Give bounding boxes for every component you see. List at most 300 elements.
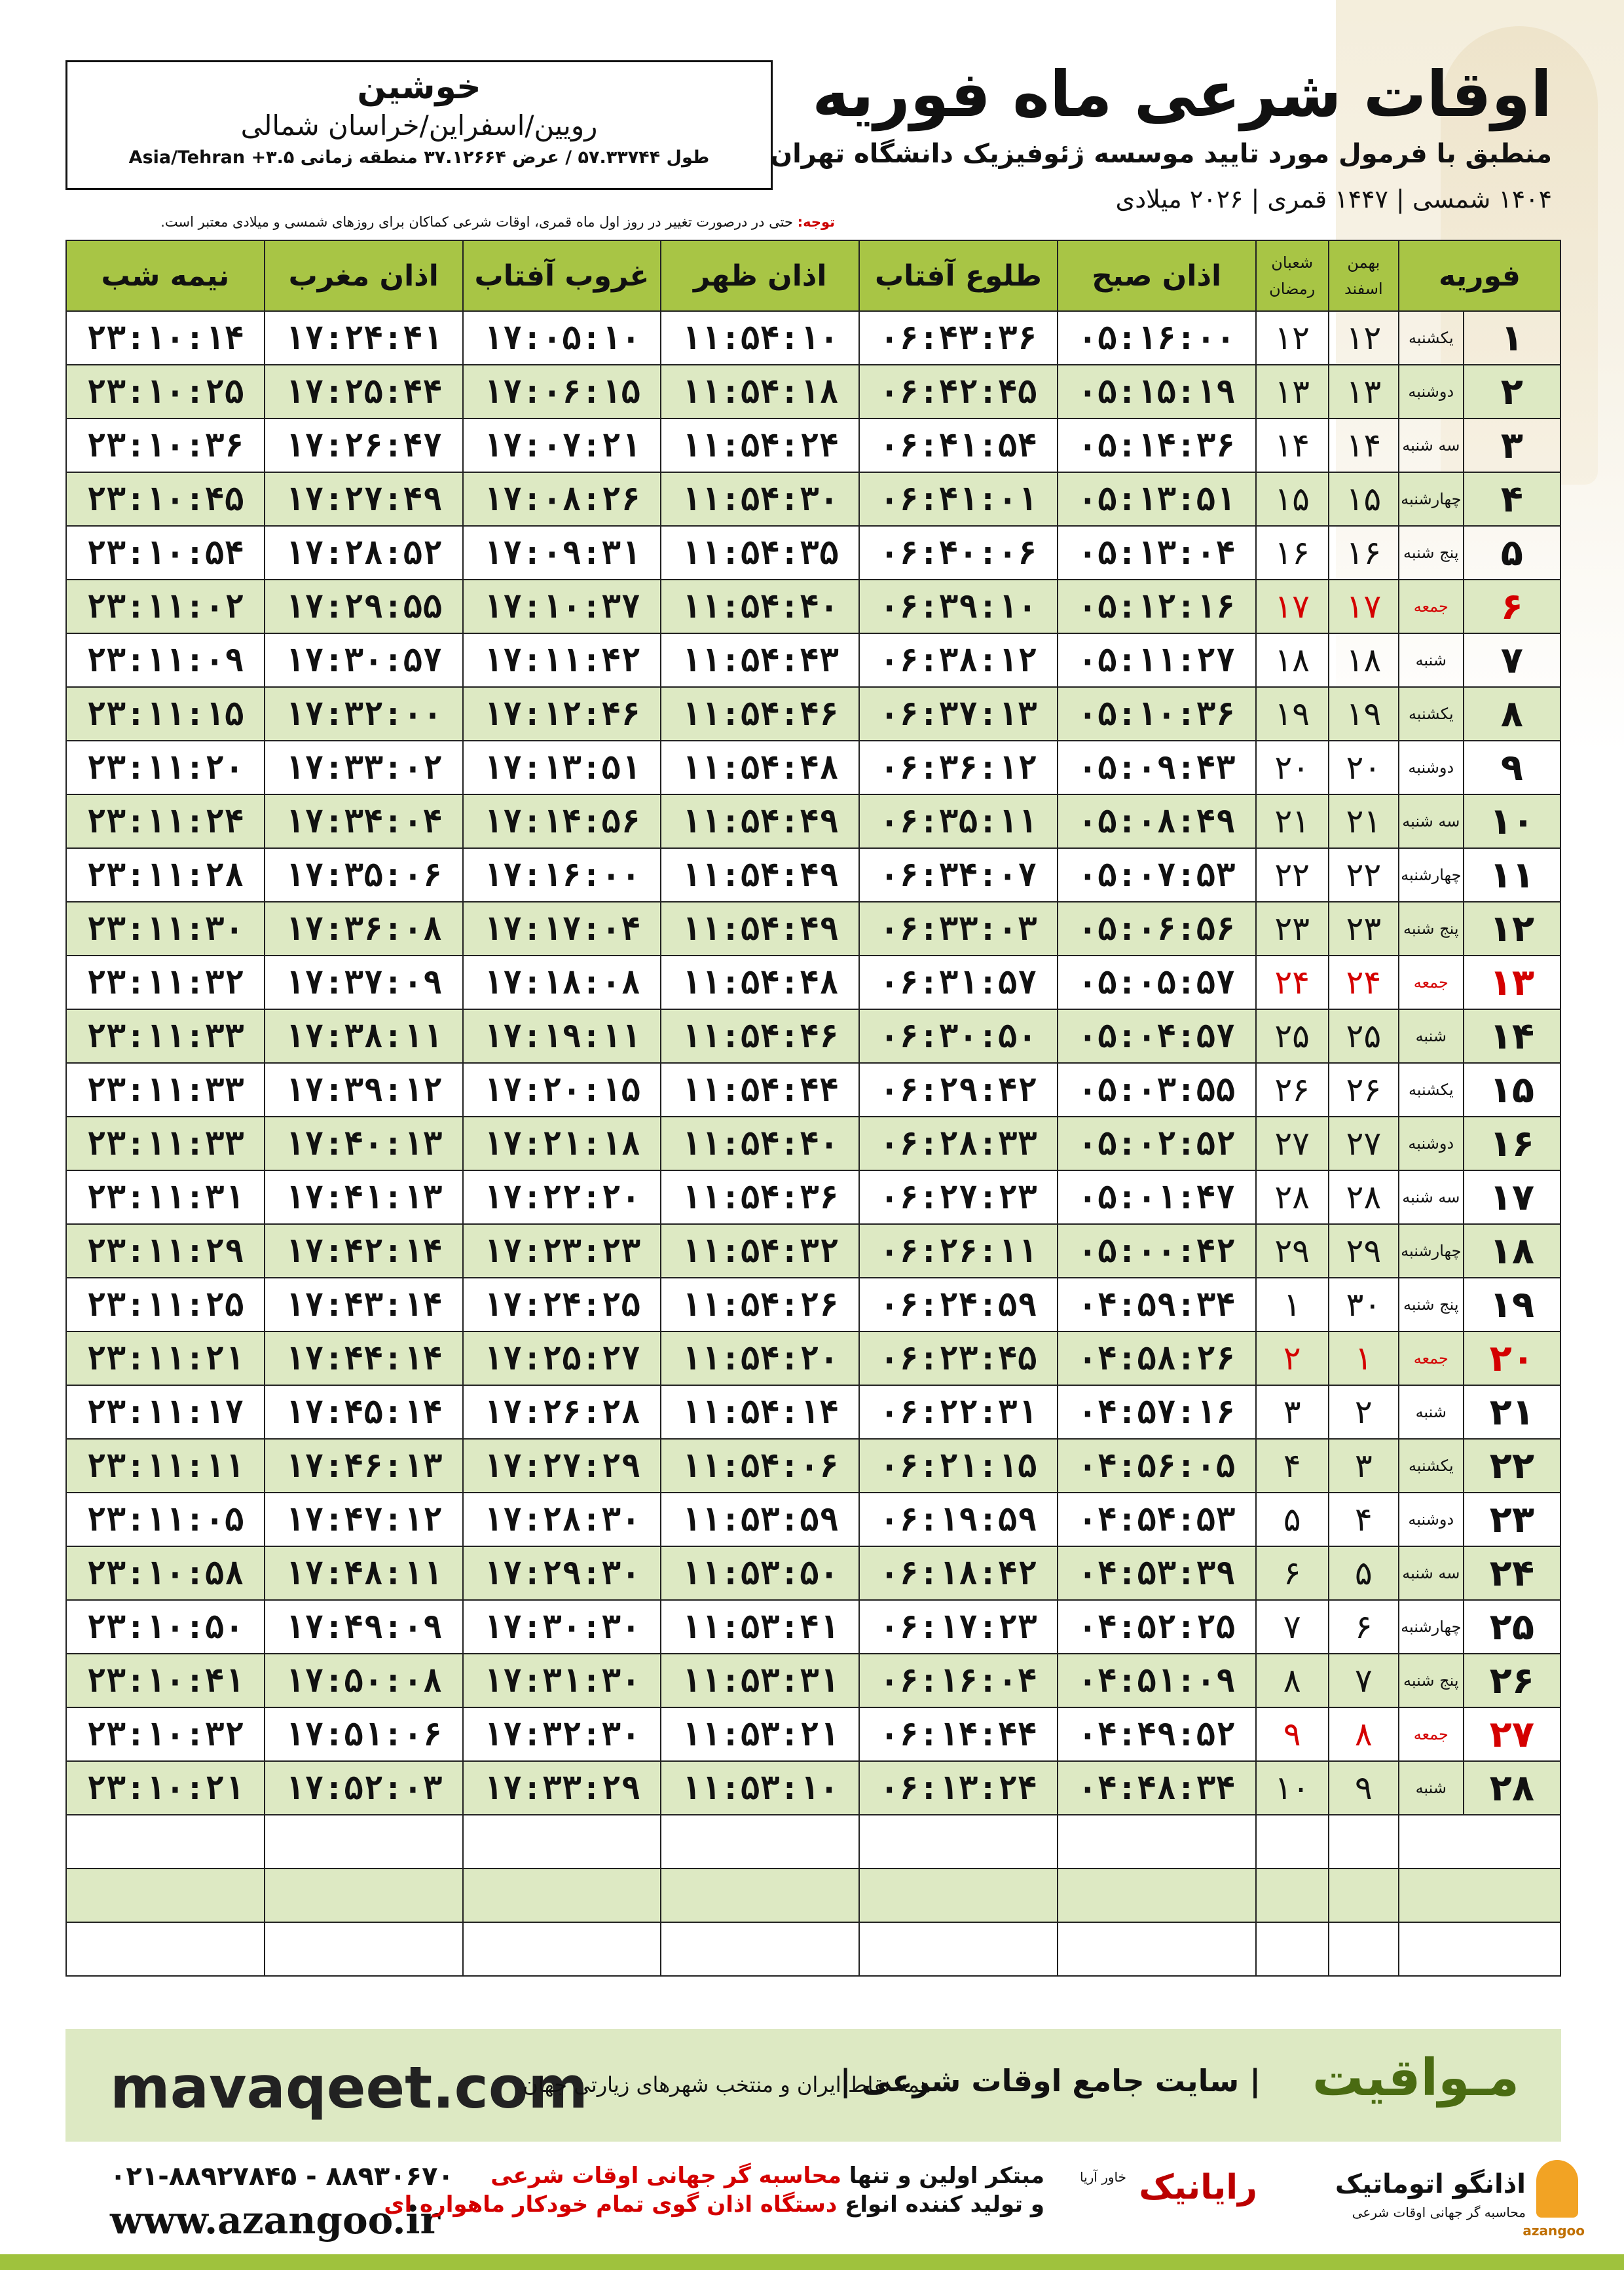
row-day: ۶ <box>1464 580 1560 633</box>
row-maghrib: ۱۷:۴۸:۱۱ <box>265 1546 463 1600</box>
row-fajr: ۰۴:۵۷:۱۶ <box>1058 1385 1256 1439</box>
row-weekday: سه شنبه <box>1399 419 1464 472</box>
row-day: ۱۸ <box>1464 1224 1560 1278</box>
row-maghrib: ۱۷:۲۹:۵۵ <box>265 580 463 633</box>
row-qamari-day: ۲ <box>1256 1331 1329 1385</box>
bottom-bar <box>0 2254 1624 2270</box>
row-sunset: ۱۷:۱۹:۱۱ <box>463 1009 661 1063</box>
row-maghrib: ۱۷:۴۵:۱۴ <box>265 1385 463 1439</box>
table-row <box>66 1331 1560 1385</box>
header-maghrib: اذان مغرب <box>265 240 463 311</box>
row-weekday: چهارشنبه <box>1399 472 1464 526</box>
row-day: ۹ <box>1464 741 1560 794</box>
row-shamsi-day: ۱۵ <box>1329 472 1399 526</box>
page-title: اوقات شرعی ماه فوریه <box>812 58 1552 131</box>
row-shamsi-day: ۱۴ <box>1329 419 1399 472</box>
row-qamari-day: ۹ <box>1256 1707 1329 1761</box>
row-maghrib: ۱۷:۳۰:۵۷ <box>265 633 463 687</box>
empty-cell <box>1256 1922 1329 1976</box>
row-day: ۱۱ <box>1464 848 1560 902</box>
row-weekday: جمعه <box>1399 1331 1464 1385</box>
row-maghrib: ۱۷:۵۲:۰۳ <box>265 1761 463 1815</box>
row-sunrise: ۰۶:۳۷:۱۳ <box>859 687 1058 741</box>
row-weekday: شنبه <box>1399 1761 1464 1815</box>
empty-cell <box>859 1869 1058 1922</box>
row-shamsi-day: ۷ <box>1329 1654 1399 1707</box>
table-body <box>66 311 1560 1976</box>
row-shamsi-day: ۸ <box>1329 1707 1399 1761</box>
row-sunset: ۱۷:۲۹:۳۰ <box>463 1546 661 1600</box>
row-sunset: ۱۷:۲۵:۲۷ <box>463 1331 661 1385</box>
row-weekday: یکشنبه <box>1399 1063 1464 1117</box>
row-midnight: ۲۳:۱۱:۰۲ <box>66 580 265 633</box>
row-maghrib: ۱۷:۳۸:۱۱ <box>265 1009 463 1063</box>
row-fajr: ۰۵:۱۳:۵۱ <box>1058 472 1256 526</box>
row-qamari-day: ۳ <box>1256 1385 1329 1439</box>
page-subtitle: منطبق با فرمول مورد تایید موسسه ژئوفیزیک دانشگاه تهران <box>769 139 1552 169</box>
row-weekday: دوشنبه <box>1399 365 1464 419</box>
note-text: حتی در درصورت تغییر در روز اول ماه قمری، اوقات شرعی کماکان برای روزهای شمسی و میلادی معتبر است. <box>160 214 793 230</box>
row-dhuhr: ۱۱:۵۳:۴۱ <box>661 1600 859 1654</box>
azangoo-logo-icon <box>1536 2160 1578 2218</box>
row-shamsi-day: ۱۸ <box>1329 633 1399 687</box>
row-midnight: ۲۳:۱۰:۵۸ <box>66 1546 265 1600</box>
row-weekday: یکشنبه <box>1399 311 1464 365</box>
row-qamari-day: ۱۳ <box>1256 365 1329 419</box>
row-day: ۵ <box>1464 526 1560 580</box>
row-midnight: ۲۳:۱۰:۳۶ <box>66 419 265 472</box>
row-maghrib: ۱۷:۵۱:۰۶ <box>265 1707 463 1761</box>
row-shamsi-day: ۲۴ <box>1329 956 1399 1009</box>
row-day: ۲۰ <box>1464 1331 1560 1385</box>
row-sunset: ۱۷:۱۱:۴۲ <box>463 633 661 687</box>
empty-cell <box>1058 1815 1256 1869</box>
row-qamari-day: ۲۷ <box>1256 1117 1329 1170</box>
row-midnight: ۲۳:۱۱:۲۵ <box>66 1278 265 1331</box>
row-maghrib: ۱۷:۴۶:۱۳ <box>265 1439 463 1493</box>
row-fajr: ۰۵:۰۲:۵۲ <box>1058 1117 1256 1170</box>
row-day: ۲۴ <box>1464 1546 1560 1600</box>
empty-cell <box>661 1815 859 1869</box>
row-maghrib: ۱۷:۴۱:۱۳ <box>265 1170 463 1224</box>
empty-row <box>66 1869 1560 1922</box>
table-row <box>66 526 1560 580</box>
row-shamsi-day: ۲۹ <box>1329 1224 1399 1278</box>
row-sunset: ۱۷:۰۷:۲۱ <box>463 419 661 472</box>
row-day: ۲۶ <box>1464 1654 1560 1707</box>
row-maghrib: ۱۷:۲۸:۵۲ <box>265 526 463 580</box>
row-midnight: ۲۳:۱۱:۳۳ <box>66 1009 265 1063</box>
azangoo-url[interactable]: www.azangoo.ir <box>110 2198 441 2242</box>
row-shamsi-day: ۲ <box>1329 1385 1399 1439</box>
empty-cell <box>661 1869 859 1922</box>
row-day: ۲۷ <box>1464 1707 1560 1761</box>
row-weekday: پنج شنبه <box>1399 1278 1464 1331</box>
row-sunrise: ۰۶:۱۶:۰۴ <box>859 1654 1058 1707</box>
row-weekday: دوشنبه <box>1399 1493 1464 1546</box>
row-weekday: دوشنبه <box>1399 1117 1464 1170</box>
row-sunset: ۱۷:۱۷:۰۴ <box>463 902 661 956</box>
row-fajr: ۰۵:۱۳:۰۴ <box>1058 526 1256 580</box>
row-sunset: ۱۷:۲۶:۲۸ <box>463 1385 661 1439</box>
row-day: ۱۵ <box>1464 1063 1560 1117</box>
row-sunset: ۱۷:۱۸:۰۸ <box>463 956 661 1009</box>
row-maghrib: ۱۷:۴۳:۱۴ <box>265 1278 463 1331</box>
table-row <box>66 311 1560 365</box>
empty-cell <box>1399 1815 1560 1869</box>
row-sunrise: ۰۶:۴۲:۴۵ <box>859 365 1058 419</box>
row-shamsi-day: ۲۶ <box>1329 1063 1399 1117</box>
row-dhuhr: ۱۱:۵۳:۱۰ <box>661 1761 859 1815</box>
row-shamsi-day: ۲۱ <box>1329 794 1399 848</box>
row-shamsi-day: ۲۲ <box>1329 848 1399 902</box>
row-dhuhr: ۱۱:۵۴:۰۶ <box>661 1439 859 1493</box>
row-day: ۲۸ <box>1464 1761 1560 1815</box>
row-fajr: ۰۵:۰۴:۵۷ <box>1058 1009 1256 1063</box>
table-row <box>66 633 1560 687</box>
row-midnight: ۲۳:۱۱:۳۲ <box>66 956 265 1009</box>
row-sunrise: ۰۶:۲۳:۴۵ <box>859 1331 1058 1385</box>
row-weekday: چهارشنبه <box>1399 1224 1464 1278</box>
empty-cell <box>1058 1869 1256 1922</box>
row-midnight: ۲۳:۱۱:۱۱ <box>66 1439 265 1493</box>
empty-cell <box>66 1922 265 1976</box>
row-shamsi-day: ۲۸ <box>1329 1170 1399 1224</box>
row-midnight: ۲۳:۱۰:۵۰ <box>66 1600 265 1654</box>
row-qamari-day: ۱ <box>1256 1278 1329 1331</box>
row-qamari-day: ۱۲ <box>1256 311 1329 365</box>
row-shamsi-day: ۵ <box>1329 1546 1399 1600</box>
row-midnight: ۲۳:۱۱:۲۰ <box>66 741 265 794</box>
row-shamsi-day: ۱۶ <box>1329 526 1399 580</box>
row-sunset: ۱۷:۱۳:۵۱ <box>463 741 661 794</box>
row-qamari-day: ۲۶ <box>1256 1063 1329 1117</box>
header-dhuhr: اذان ظهر <box>661 240 859 311</box>
row-sunset: ۱۷:۲۰:۱۵ <box>463 1063 661 1117</box>
calendar-years: ۱۴۰۴ شمسی | ۱۴۴۷ قمری | ۲۰۲۶ میلادی <box>1115 185 1552 214</box>
table-row <box>66 902 1560 956</box>
row-maghrib: ۱۷:۳۶:۰۸ <box>265 902 463 956</box>
row-maghrib: ۱۷:۴۷:۱۲ <box>265 1493 463 1546</box>
row-sunrise: ۰۶:۲۸:۳۳ <box>859 1117 1058 1170</box>
row-dhuhr: ۱۱:۵۴:۳۵ <box>661 526 859 580</box>
row-midnight: ۲۳:۱۰:۴۵ <box>66 472 265 526</box>
row-fajr: ۰۵:۱۰:۳۶ <box>1058 687 1256 741</box>
row-qamari-day: ۶ <box>1256 1546 1329 1600</box>
row-weekday: دوشنبه <box>1399 741 1464 794</box>
row-maghrib: ۱۷:۳۷:۰۹ <box>265 956 463 1009</box>
header-sunrise: طلوع آفتاب <box>859 240 1058 311</box>
row-sunset: ۱۷:۱۰:۳۷ <box>463 580 661 633</box>
row-fajr: ۰۴:۵۹:۳۴ <box>1058 1278 1256 1331</box>
row-fajr: ۰۵:۰۷:۵۳ <box>1058 848 1256 902</box>
empty-cell <box>1329 1815 1399 1869</box>
promo-text <box>384 2161 1044 2219</box>
empty-row <box>66 1922 1560 1976</box>
row-fajr: ۰۴:۴۸:۳۴ <box>1058 1761 1256 1815</box>
row-midnight: ۲۳:۱۱:۲۱ <box>66 1331 265 1385</box>
row-sunset: ۱۷:۲۷:۲۹ <box>463 1439 661 1493</box>
row-sunrise: ۰۶:۴۰:۰۶ <box>859 526 1058 580</box>
row-midnight: ۲۳:۱۱:۳۳ <box>66 1117 265 1170</box>
table-row <box>66 1546 1560 1600</box>
table-row <box>66 1385 1560 1439</box>
row-day: ۱۴ <box>1464 1009 1560 1063</box>
row-shamsi-day: ۱۲ <box>1329 311 1399 365</box>
row-day: ۲۳ <box>1464 1493 1560 1546</box>
row-sunrise: ۰۶:۴۱:۵۴ <box>859 419 1058 472</box>
empty-cell <box>1256 1869 1329 1922</box>
row-midnight: ۲۳:۱۰:۳۲ <box>66 1707 265 1761</box>
row-sunrise: ۰۶:۳۰:۵۰ <box>859 1009 1058 1063</box>
site-url[interactable]: mavaqeet.com <box>110 2054 588 2121</box>
row-midnight: ۲۳:۱۰:۲۱ <box>66 1761 265 1815</box>
empty-cell <box>1399 1869 1560 1922</box>
row-qamari-day: ۲۵ <box>1256 1009 1329 1063</box>
row-day: ۱۶ <box>1464 1117 1560 1170</box>
header-qamari-top: شعبان <box>1271 253 1314 272</box>
row-shamsi-day: ۲۷ <box>1329 1117 1399 1170</box>
row-sunrise: ۰۶:۳۶:۱۲ <box>859 741 1058 794</box>
row-dhuhr: ۱۱:۵۴:۲۶ <box>661 1278 859 1331</box>
row-day: ۱۰ <box>1464 794 1560 848</box>
row-midnight: ۲۳:۱۱:۳۳ <box>66 1063 265 1117</box>
row-qamari-day: ۸ <box>1256 1654 1329 1707</box>
row-day: ۱۲ <box>1464 902 1560 956</box>
row-shamsi-day: ۲۰ <box>1329 741 1399 794</box>
row-qamari-day: ۱۹ <box>1256 687 1329 741</box>
row-sunset: ۱۷:۲۱:۱۸ <box>463 1117 661 1170</box>
row-shamsi-day: ۱۳ <box>1329 365 1399 419</box>
empty-row <box>66 1815 1560 1869</box>
row-fajr: ۰۴:۴۹:۵۲ <box>1058 1707 1256 1761</box>
row-shamsi-day: ۴ <box>1329 1493 1399 1546</box>
row-maghrib: ۱۷:۲۶:۴۷ <box>265 419 463 472</box>
row-dhuhr: ۱۱:۵۴:۴۴ <box>661 1063 859 1117</box>
row-shamsi-day: ۱ <box>1329 1331 1399 1385</box>
row-maghrib: ۱۷:۳۹:۱۲ <box>265 1063 463 1117</box>
row-qamari-day: ۲۱ <box>1256 794 1329 848</box>
row-dhuhr: ۱۱:۵۳:۲۱ <box>661 1707 859 1761</box>
row-qamari-day: ۱۴ <box>1256 419 1329 472</box>
rayanik-logo: رایانیک <box>1139 2168 1257 2207</box>
row-sunrise: ۰۶:۱۸:۴۲ <box>859 1546 1058 1600</box>
empty-cell <box>66 1815 265 1869</box>
table-row <box>66 956 1560 1009</box>
row-maghrib: ۱۷:۳۴:۰۴ <box>265 794 463 848</box>
row-fajr: ۰۵:۰۶:۵۶ <box>1058 902 1256 956</box>
row-sunrise: ۰۶:۴۱:۰۱ <box>859 472 1058 526</box>
city-name: خوشین <box>357 67 481 107</box>
row-day: ۲۲ <box>1464 1439 1560 1493</box>
table-row <box>66 1278 1560 1331</box>
row-maghrib: ۱۷:۵۰:۰۸ <box>265 1654 463 1707</box>
empty-cell <box>859 1922 1058 1976</box>
row-dhuhr: ۱۱:۵۴:۴۶ <box>661 1009 859 1063</box>
row-dhuhr: ۱۱:۵۴:۴۰ <box>661 580 859 633</box>
row-sunset: ۱۷:۲۸:۳۰ <box>463 1493 661 1546</box>
row-dhuhr: ۱۱:۵۴:۴۸ <box>661 956 859 1009</box>
row-dhuhr: ۱۱:۵۴:۳۲ <box>661 1224 859 1278</box>
row-shamsi-day: ۲۳ <box>1329 902 1399 956</box>
row-midnight: ۲۳:۱۰:۱۴ <box>66 311 265 365</box>
row-weekday: سه شنبه <box>1399 1170 1464 1224</box>
row-maghrib: ۱۷:۴۹:۰۹ <box>265 1600 463 1654</box>
empty-cell <box>1256 1815 1329 1869</box>
row-qamari-day: ۵ <box>1256 1493 1329 1546</box>
row-fajr: ۰۵:۱۵:۱۹ <box>1058 365 1256 419</box>
row-dhuhr: ۱۱:۵۴:۱۸ <box>661 365 859 419</box>
row-day: ۳ <box>1464 419 1560 472</box>
row-sunrise: ۰۶:۲۷:۲۳ <box>859 1170 1058 1224</box>
row-maghrib: ۱۷:۳۵:۰۶ <box>265 848 463 902</box>
row-dhuhr: ۱۱:۵۴:۴۹ <box>661 848 859 902</box>
row-midnight: ۲۳:۱۱:۱۷ <box>66 1385 265 1439</box>
row-sunrise: ۰۶:۲۹:۴۲ <box>859 1063 1058 1117</box>
row-fajr: ۰۵:۰۹:۴۳ <box>1058 741 1256 794</box>
note-label: توجه: <box>797 214 835 230</box>
row-day: ۱۷ <box>1464 1170 1560 1224</box>
row-maghrib: ۱۷:۳۲:۰۰ <box>265 687 463 741</box>
row-shamsi-day: ۱۹ <box>1329 687 1399 741</box>
row-fajr: ۰۵:۱۲:۱۶ <box>1058 580 1256 633</box>
empty-cell <box>265 1922 463 1976</box>
row-qamari-day: ۴ <box>1256 1439 1329 1493</box>
azangoo-logo-en: azangoo <box>1522 2223 1585 2239</box>
header-shamsi-top: بهمن <box>1347 253 1380 272</box>
table-row <box>66 580 1560 633</box>
row-qamari-day: ۱۵ <box>1256 472 1329 526</box>
table-row <box>66 741 1560 794</box>
row-fajr: ۰۵:۰۳:۵۵ <box>1058 1063 1256 1117</box>
row-dhuhr: ۱۱:۵۴:۴۹ <box>661 902 859 956</box>
row-weekday: پنج شنبه <box>1399 1654 1464 1707</box>
row-day: ۴ <box>1464 472 1560 526</box>
row-midnight: ۲۳:۱۱:۲۸ <box>66 848 265 902</box>
row-day: ۱ <box>1464 311 1560 365</box>
row-fajr: ۰۵:۰۵:۵۷ <box>1058 956 1256 1009</box>
row-weekday: جمعه <box>1399 956 1464 1009</box>
row-weekday: شنبه <box>1399 633 1464 687</box>
empty-cell <box>66 1869 265 1922</box>
table-row <box>66 848 1560 902</box>
brand-name: مـواقیت <box>1312 2049 1519 2108</box>
row-midnight: ۲۳:۱۱:۰۹ <box>66 633 265 687</box>
empty-cell <box>1399 1922 1560 1976</box>
empty-cell <box>265 1869 463 1922</box>
header-fajr: اذان صبح <box>1058 240 1256 311</box>
empty-cell <box>463 1869 661 1922</box>
row-qamari-day: ۱۷ <box>1256 580 1329 633</box>
row-dhuhr: ۱۱:۵۴:۴۹ <box>661 794 859 848</box>
row-sunset: ۱۷:۰۹:۳۱ <box>463 526 661 580</box>
row-midnight: ۲۳:۱۰:۴۱ <box>66 1654 265 1707</box>
brand-description: | سایت جامع اوقات شرعی | <box>840 2063 1261 2098</box>
row-shamsi-day: ۲۵ <box>1329 1009 1399 1063</box>
row-day: ۱۳ <box>1464 956 1560 1009</box>
row-sunrise: ۰۶:۱۳:۲۴ <box>859 1761 1058 1815</box>
row-qamari-day: ۱۰ <box>1256 1761 1329 1815</box>
row-day: ۷ <box>1464 633 1560 687</box>
row-shamsi-day: ۳ <box>1329 1439 1399 1493</box>
row-sunrise: ۰۶:۱۷:۲۳ <box>859 1600 1058 1654</box>
table-row <box>66 472 1560 526</box>
rayanik-logo-sub: خاور آریا <box>1079 2169 1126 2185</box>
row-dhuhr: ۱۱:۵۴:۴۳ <box>661 633 859 687</box>
empty-cell <box>463 1815 661 1869</box>
table-row <box>66 1224 1560 1278</box>
row-maghrib: ۱۷:۴۰:۱۳ <box>265 1117 463 1170</box>
row-sunset: ۱۷:۳۱:۳۰ <box>463 1654 661 1707</box>
prayer-times-table <box>65 240 1561 1977</box>
empty-cell <box>265 1815 463 1869</box>
row-sunrise: ۰۶:۲۲:۳۱ <box>859 1385 1058 1439</box>
row-qamari-day: ۷ <box>1256 1600 1329 1654</box>
row-weekday: چهارشنبه <box>1399 1600 1464 1654</box>
row-qamari-day: ۲۲ <box>1256 848 1329 902</box>
row-sunset: ۱۷:۲۲:۲۰ <box>463 1170 661 1224</box>
row-fajr: ۰۴:۵۲:۲۵ <box>1058 1600 1256 1654</box>
row-fajr: ۰۵:۱۱:۲۷ <box>1058 633 1256 687</box>
row-dhuhr: ۱۱:۵۴:۱۰ <box>661 311 859 365</box>
row-qamari-day: ۲۹ <box>1256 1224 1329 1278</box>
row-dhuhr: ۱۱:۵۴:۴۰ <box>661 1117 859 1170</box>
header-sunset: غروب آفتاب <box>463 240 661 311</box>
row-sunrise: ۰۶:۳۹:۱۰ <box>859 580 1058 633</box>
row-fajr: ۰۵:۰۱:۴۷ <box>1058 1170 1256 1224</box>
row-sunrise: ۰۶:۲۴:۵۹ <box>859 1278 1058 1331</box>
row-day: ۲۵ <box>1464 1600 1560 1654</box>
row-day: ۲ <box>1464 365 1560 419</box>
row-dhuhr: ۱۱:۵۴:۱۴ <box>661 1385 859 1439</box>
table-row <box>66 1761 1560 1815</box>
row-maghrib: ۱۷:۴۲:۱۴ <box>265 1224 463 1278</box>
row-day: ۸ <box>1464 687 1560 741</box>
table-row <box>66 1170 1560 1224</box>
row-fajr: ۰۴:۵۶:۰۵ <box>1058 1439 1256 1493</box>
row-maghrib: ۱۷:۲۷:۴۹ <box>265 472 463 526</box>
row-maghrib: ۱۷:۲۵:۴۴ <box>265 365 463 419</box>
row-weekday: یکشنبه <box>1399 1439 1464 1493</box>
row-sunrise: ۰۶:۳۱:۵۷ <box>859 956 1058 1009</box>
row-midnight: ۲۳:۱۱:۳۱ <box>66 1170 265 1224</box>
row-qamari-day: ۱۶ <box>1256 526 1329 580</box>
row-midnight: ۲۳:۱۱:۱۵ <box>66 687 265 741</box>
table-row <box>66 1707 1560 1761</box>
row-shamsi-day: ۳۰ <box>1329 1278 1399 1331</box>
table-row <box>66 1493 1560 1546</box>
row-fajr: ۰۴:۵۳:۳۹ <box>1058 1546 1256 1600</box>
row-shamsi-day: ۹ <box>1329 1761 1399 1815</box>
row-sunrise: ۰۶:۴۳:۳۶ <box>859 311 1058 365</box>
row-fajr: ۰۴:۵۸:۲۶ <box>1058 1331 1256 1385</box>
row-sunrise: ۰۶:۲۶:۱۱ <box>859 1224 1058 1278</box>
coordinates: طول ۵۷.۳۳۷۴۴ / عرض ۳۷.۱۲۶۶۴ منطقه زمانی ۳.۵+ Asia/Tehran <box>128 147 710 168</box>
row-sunset: ۱۷:۰۵:۱۰ <box>463 311 661 365</box>
row-shamsi-day: ۶ <box>1329 1600 1399 1654</box>
row-fajr: ۰۵:۰۸:۴۹ <box>1058 794 1256 848</box>
table-row <box>66 419 1560 472</box>
row-sunset: ۱۷:۳۰:۳۰ <box>463 1600 661 1654</box>
row-midnight: ۲۳:۱۱:۰۵ <box>66 1493 265 1546</box>
promo-line2-a: و تولید کننده انواع <box>845 2191 1044 2218</box>
row-dhuhr: ۱۱:۵۴:۴۶ <box>661 687 859 741</box>
row-sunset: ۱۷:۰۶:۱۵ <box>463 365 661 419</box>
row-fajr: ۰۵:۱۴:۳۶ <box>1058 419 1256 472</box>
row-midnight: ۲۳:۱۱:۲۹ <box>66 1224 265 1278</box>
header-qamari-bottom: رمضان <box>1269 280 1316 298</box>
azangoo-logo: اذانگو اتوماتیک <box>1335 2169 1526 2199</box>
